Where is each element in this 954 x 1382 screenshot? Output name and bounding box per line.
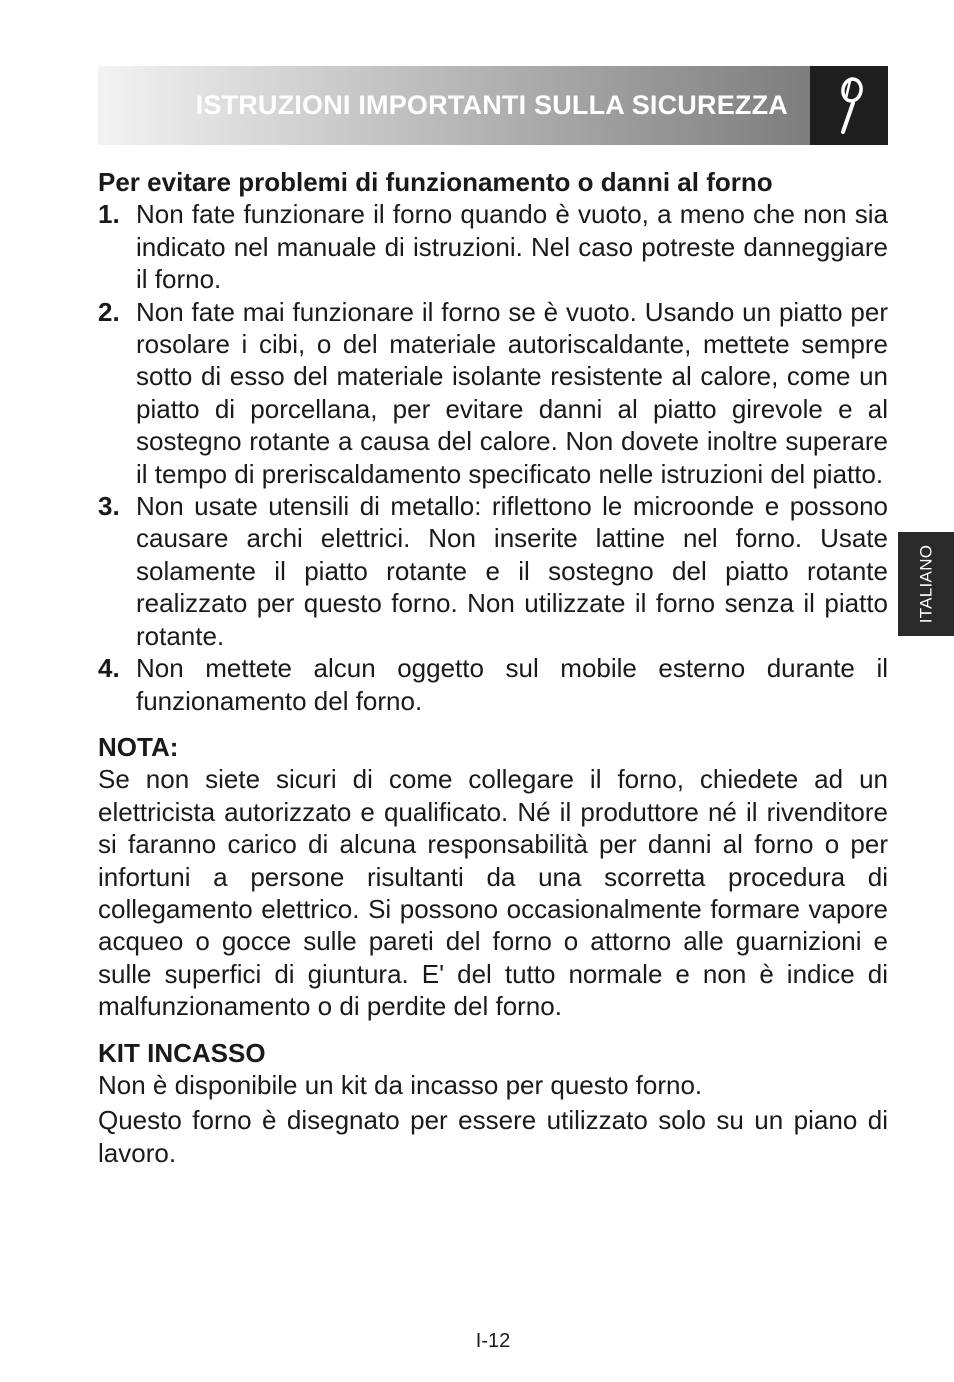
kit-paragraph-1: Non è disponibile un kit da incasso per questo forno. — [98, 1069, 703, 1100]
list-item — [98, 296, 888, 490]
kit-title: KIT INCASSO — [98, 1037, 266, 1068]
list-item-number: 4. — [98, 653, 120, 684]
list-item-number: 1. — [98, 199, 120, 230]
nota-title: NOTA: — [98, 731, 179, 762]
page-number: I-12 — [475, 1330, 511, 1352]
language-label: ITALIANO — [916, 544, 936, 624]
list-item-text: Non mettete alcun oggetto sul mobile esterno durante il funzionamento del forno. — [136, 653, 888, 716]
safety-list — [98, 198, 888, 717]
header-title: ISTRUZIONI IMPORTANTI SULLA SICUREZZA — [195, 90, 788, 120]
exclamation-icon — [829, 76, 869, 136]
list-item — [98, 490, 888, 652]
list-item-text: Non fate funzionare il forno quando è vuoto, a meno che non sia indicato nel manuale di istruzioni. Nel caso potreste danneggiare il forno. — [136, 199, 888, 295]
language-side-tab — [898, 532, 954, 636]
section-title-oven-problems: Per evitare problemi di funzionamento o danni al forno — [98, 167, 773, 197]
header-bar — [98, 66, 810, 145]
main-content — [98, 166, 888, 1169]
list-item — [98, 198, 888, 295]
list-item-number: 2. — [98, 296, 120, 327]
list-item-text: Non fate mai funzionare il forno se è vuoto. Usando un piatto per rosolare i cibi, o del materiale autoriscaldante, mettete sempre sotto di esso del materiale isolante resistente al calore, come un piatto di porcellana, per evitare danni al piatto girevole e al sostegno rotante a causa del calore. Non dovete inoltre superare il tempo di preriscaldamento specificato nelle istruzioni del piatto. — [136, 296, 888, 489]
kit-paragraph-2: Questo forno è disegnato per essere utilizzato solo su un piano di lavoro. — [98, 1105, 888, 1168]
list-item — [98, 652, 888, 717]
list-item-number: 3. — [98, 491, 120, 522]
header-icon-box — [810, 66, 888, 145]
list-item-text: Non usate utensili di metallo: riflettono le microonde e possono causare archi elettrici. Non inserite lattine nel forno. Usate solamente il piatto rotante e il sostegno del piatto rotante realizzato per questo forno. Non utilizzate il forno senza il piatto rotante. — [136, 491, 888, 651]
nota-text: Se non siete sicuri di come collegare il forno, chiedete ad un elettricista autorizzato e qualificato. Né il produttore né il rivenditore si faranno carico di alcuna responsabilità per danni al forno o per infortuni a persone risultanti da una scorretta procedura di collegamento elettrico. Si possono occasionalmente formare vapore acqueo o gocce sulle pareti del forno o attorno alle guarnizioni e sulle superfici di giuntura. E' del tutto normale e non è indice di malfunzionamento o di perdite del forno. — [98, 764, 888, 1022]
